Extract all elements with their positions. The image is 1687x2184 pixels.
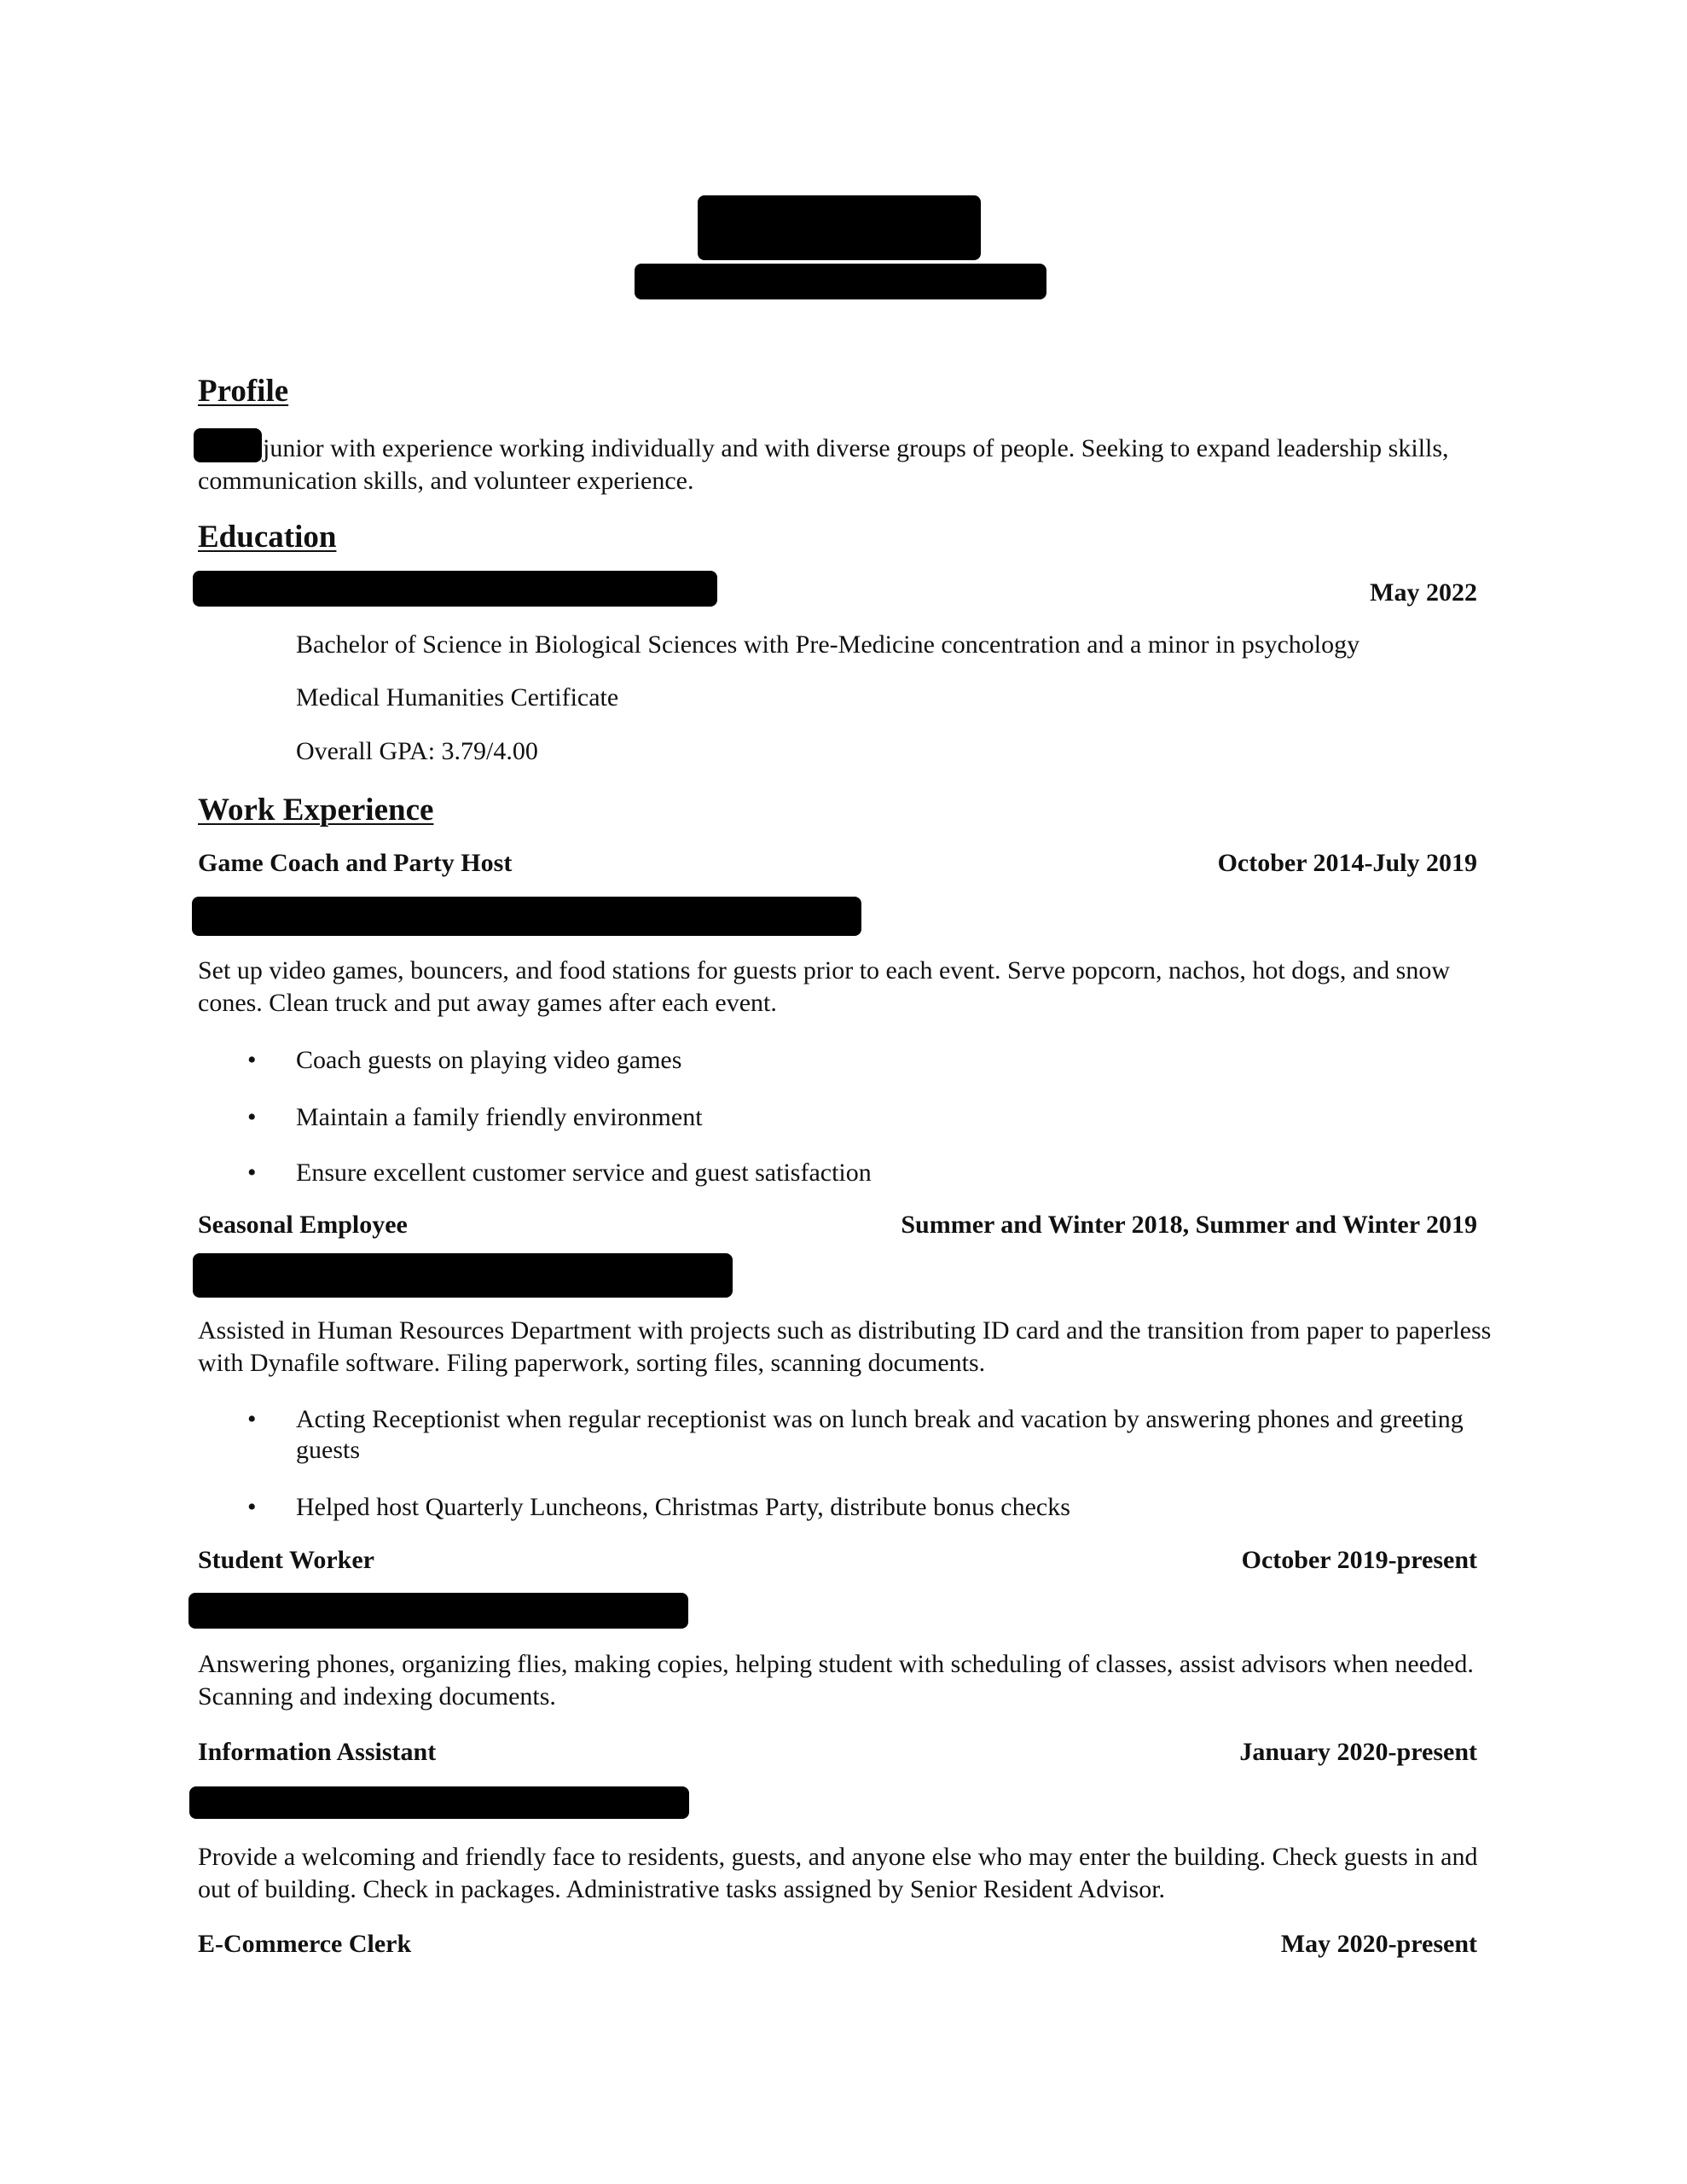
bullet-item: • Helped host Quarterly Luncheons, Christmas Party, distribute bonus checks bbox=[247, 1493, 1070, 1521]
job-title: Seasonal Employee bbox=[198, 1211, 408, 1239]
work-experience-heading: Work Experience bbox=[198, 793, 434, 828]
bullet-icon: • bbox=[247, 1493, 257, 1521]
bullet-item: • Maintain a family friendly environment bbox=[247, 1103, 703, 1131]
job-date: January 2020-present bbox=[1239, 1738, 1477, 1766]
education-heading: Education bbox=[198, 520, 337, 555]
job-date: Summer and Winter 2018, Summer and Winter 2019 bbox=[901, 1211, 1477, 1239]
bullet-icon: • bbox=[247, 1046, 257, 1074]
job-title: Information Assistant bbox=[198, 1738, 437, 1766]
bullet-icon: • bbox=[247, 1405, 257, 1433]
education-certificate: Medical Humanities Certificate bbox=[296, 683, 619, 712]
redacted-employer bbox=[188, 1593, 688, 1629]
job-description: Answering phones, organizing flies, making copies, helping student with scheduling of classes, assist advisors when needed. Scanning and indexing documents. bbox=[198, 1650, 1474, 1711]
job-date: October 2014-July 2019 bbox=[1217, 849, 1477, 877]
profile-heading: Profile bbox=[198, 374, 289, 409]
job-title: Student Worker bbox=[198, 1546, 374, 1574]
job-date: October 2019-present bbox=[1241, 1546, 1477, 1574]
education-degree: Bachelor of Science in Biological Sciences with Pre-Medicine concentration and a minor in psychology bbox=[296, 630, 1360, 659]
education-date: May 2022 bbox=[1370, 578, 1477, 607]
redacted-employer bbox=[193, 1253, 733, 1298]
job-description: Set up video games, bouncers, and food stations for guests prior to each event. Serve popcorn, nachos, hot dogs, and snow cones. Clean truck and put away games after each event. bbox=[198, 956, 1451, 1017]
education-gpa: Overall GPA: 3.79/4.00 bbox=[296, 737, 538, 765]
redacted-university bbox=[193, 571, 717, 607]
redacted-employer bbox=[189, 1786, 689, 1819]
job-title: E-Commerce Clerk bbox=[198, 1930, 412, 1958]
job-title: Game Coach and Party Host bbox=[198, 849, 513, 877]
job-date: May 2020-present bbox=[1280, 1930, 1477, 1958]
bullet-item: • Ensure excellent customer service and guest satisfaction bbox=[247, 1159, 872, 1187]
job-description: Provide a welcoming and friendly face to residents, guests, and anyone else who may enter the building. Check guests in and out of building. Check in packages. Administrative tasks assigned by Senior Resident Advisor. bbox=[198, 1843, 1478, 1903]
bullet-item: • Acting Receptionist when regular receptionist was on lunch break and vacation by answering phones and greeting guests bbox=[247, 1405, 1464, 1464]
redacted-name bbox=[698, 195, 981, 260]
bullet-item: • Coach guests on playing video games bbox=[247, 1046, 682, 1074]
bullet-icon: • bbox=[247, 1103, 257, 1131]
redacted-employer bbox=[192, 897, 861, 936]
profile-text: junior with experience working individually and with diverse groups of people. Seeking to expand leadership skills, communication skills, and volunteer experience. bbox=[198, 434, 1449, 495]
redacted-contact bbox=[635, 264, 1046, 299]
job-description: Assisted in Human Resources Department with projects such as distributing ID card and the transition from paper to paperless with Dynafile software. Filing paperwork, sorting files, scanning documents. bbox=[198, 1316, 1492, 1377]
bullet-icon: • bbox=[247, 1159, 257, 1187]
